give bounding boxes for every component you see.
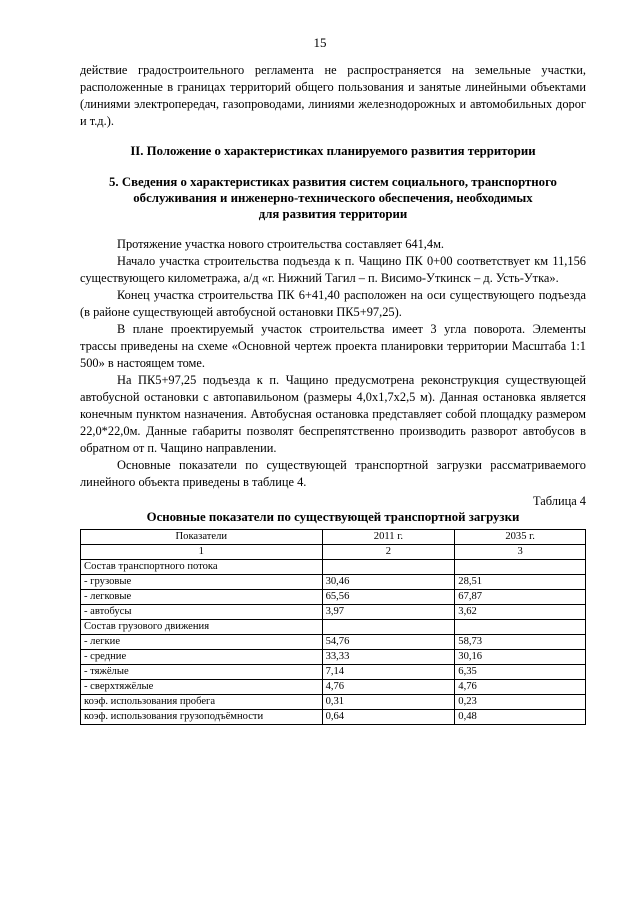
table-header-row: [81, 530, 586, 545]
table-cell: коэф. использования грузоподъёмности: [81, 710, 323, 725]
intro-paragraph: действие градостроительного регламента не распространяется на земельные участки, расположенные в границах территорий общего пользования и занятые линейными объектами (линиями электропередач, газопроводами, линиями железнодорожных и автомобильных дорог и т.д.).: [80, 63, 586, 128]
table-cell: [322, 560, 455, 575]
table-cell: - легкие: [81, 635, 323, 650]
table-cell: 6,35: [455, 665, 586, 680]
paragraph-start: Начало участка строительства подъезда к п. Чащино ПК 0+00 соответствует км 11,156 существующего километража, а/д «г. Нижний Тагил – п. Висимо-Уткинск – д. Усть-Утка».: [80, 254, 586, 285]
table-row: [81, 575, 586, 590]
table-header-cell: 2011 г.: [322, 530, 455, 545]
table-cell: 30,16: [455, 650, 586, 665]
table-row: [81, 680, 586, 695]
table-cell: 0,48: [455, 710, 586, 725]
table-cell: 3,62: [455, 605, 586, 620]
table-row: [81, 590, 586, 605]
traffic-table: [80, 529, 586, 725]
subsection-heading-line: обслуживания и инженерно-технического обеспечения, необходимых: [133, 191, 533, 205]
table-cell: коэф. использования пробега: [81, 695, 323, 710]
table-cell: 3,97: [322, 605, 455, 620]
table-header-cell: Показатели: [81, 530, 323, 545]
table-number-cell: 2: [322, 545, 455, 560]
page-number: 15: [313, 35, 327, 50]
table-row: [81, 560, 586, 575]
table-cell: - грузовые: [81, 575, 323, 590]
table-cell: Состав грузового движения: [81, 620, 323, 635]
table-row: [81, 665, 586, 680]
table-cell: 0,64: [322, 710, 455, 725]
table-number-cell: 1: [81, 545, 323, 560]
table-row: [81, 605, 586, 620]
document-body: [80, 62, 586, 725]
subsection-heading: [80, 174, 586, 222]
paragraph-plan: В плане проектируемый участок строительства имеет 3 угла поворота. Элементы трассы приведены на схеме «Основной чертеж проекта планировки территории Масштаба 1:1 500» в настоящем томе.: [80, 322, 586, 370]
paragraph-length: Протяжение участка нового строительства составляет 641,4м.: [117, 237, 445, 251]
table-row: [81, 710, 586, 725]
table-label: Таблица 4: [533, 494, 586, 508]
table-cell: 67,87: [455, 590, 586, 605]
table-cell: - сверхтяжёлые: [81, 680, 323, 695]
table-cell: - автобусы: [81, 605, 323, 620]
table-cell: Состав транспортного потока: [81, 560, 323, 575]
paragraph-indicators: Основные показатели по существующей транспортной загрузки рассматриваемого линейного объекта приведены в таблице 4.: [80, 458, 586, 489]
table-cell: 0,31: [322, 695, 455, 710]
table-cell: [322, 620, 455, 635]
subsection-heading-line: для развития территории: [258, 207, 408, 221]
table-number-cell: 3: [455, 545, 586, 560]
table-header-cell: 2035 г.: [455, 530, 586, 545]
table-cell: [455, 620, 586, 635]
table-cell: 54,76: [322, 635, 455, 650]
table-cell: [455, 560, 586, 575]
table-cell: - легковые: [81, 590, 323, 605]
table-row: [81, 635, 586, 650]
table-row: [81, 650, 586, 665]
table-cell: 0,23: [455, 695, 586, 710]
table-row: [81, 620, 586, 635]
subsection-heading-line: 5. Сведения о характеристиках развития систем социального, транспортного: [109, 175, 557, 189]
table-cell: 65,56: [322, 590, 455, 605]
table-cell: 4,76: [322, 680, 455, 695]
table-title: Основные показатели по существующей транспортной загрузки: [146, 510, 520, 524]
table-cell: 58,73: [455, 635, 586, 650]
paragraph-end: Конец участка строительства ПК 6+41,40 расположен на оси существующего подъезда (в районе существующей автобусной остановки ПК5+97,25).: [80, 288, 586, 319]
table-number-row: [81, 545, 586, 560]
table-cell: 30,46: [322, 575, 455, 590]
table-cell: 28,51: [455, 575, 586, 590]
table-cell: 7,14: [322, 665, 455, 680]
table-cell: - тяжёлые: [81, 665, 323, 680]
table-cell: 33,33: [322, 650, 455, 665]
table-cell: - средние: [81, 650, 323, 665]
paragraph-bus-stop: На ПК5+97,25 подъезда к п. Чащино предусмотрена реконструкция существующей автобусной остановки с автопавильоном (размеры 4,0х1,7х2,5 м). Данная остановка является конечным пунктом назначения. Автобусная остановка представляет собой площадку размером 22,0*22,0м. Данные габариты позволят беспрепятственно производить разворот автобусов в обратном от п. Чащино направлении.: [80, 373, 586, 455]
table-cell: 4,76: [455, 680, 586, 695]
section-heading: II. Положение о характеристиках планируемого развития территории: [130, 144, 536, 158]
table-row: [81, 695, 586, 710]
